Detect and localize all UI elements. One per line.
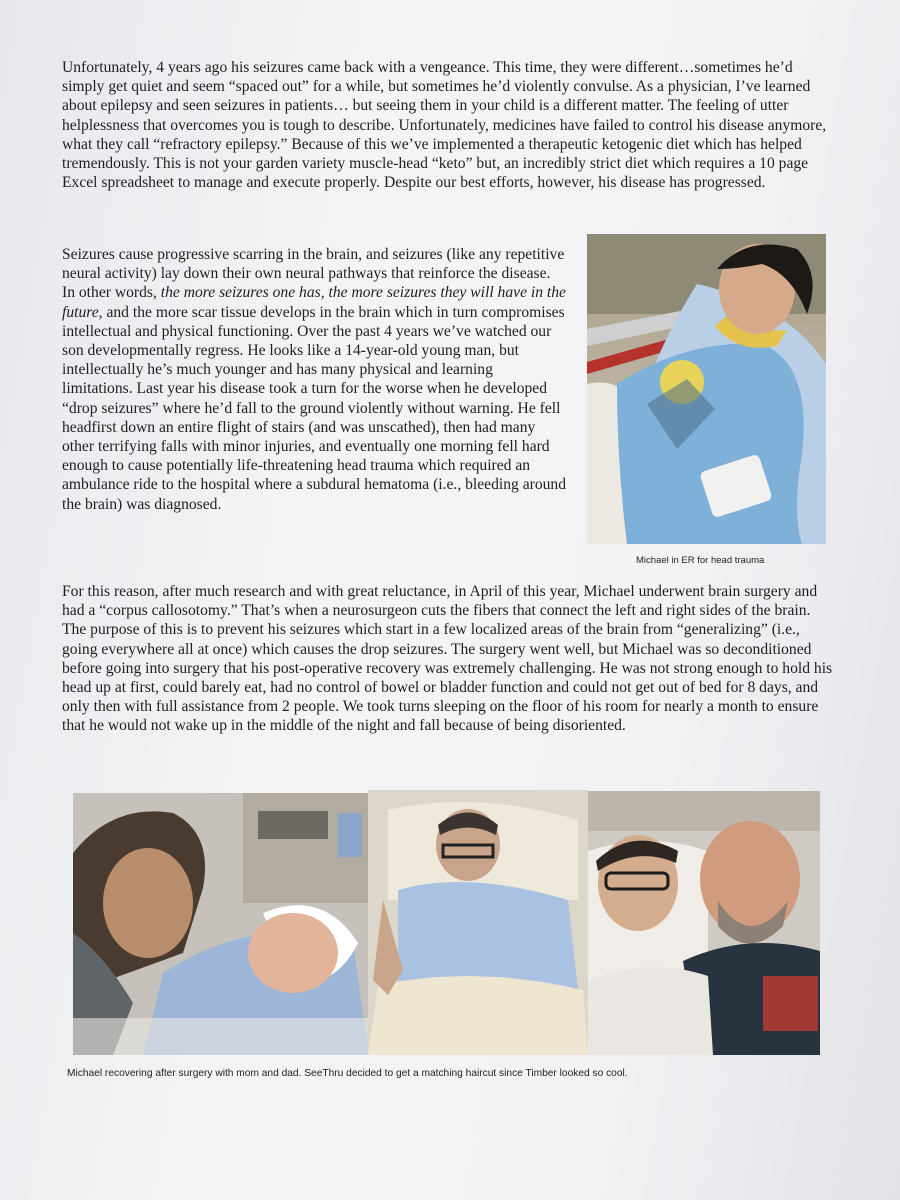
paragraph-text: , and the more scar tissue develops in the brain which in turn compromises intellectual and physical functioning. Over the past 4 years we’ve watched our son developmentally regress. He looks like a 14-year-old young man, but intellectually he’s much younger and has many physical and learning limitations. Last year his disease took a turn for the worse when he developed “drop seizures” where he’d fall to the ground violently without warning. He fell headfirst down an entire flight of stairs (and was unscathed), then had many other terrifying falls with minor injuries, and eventually one morning fell hard enough to cause potentially life-threatening head trauma which required an ambulance ride to the hospital where a subdural hematoma (i.e., bleeding around the brain) was diagnosed. — [62, 303, 567, 513]
paragraph-progressive-scarring — [62, 245, 567, 514]
recovery-photos-caption: Michael recovering after surgery with mom and dad. SeeThru decided to get a matching haircut since Timber looked so cool. — [67, 1068, 628, 1079]
recovery-photo-bed — [368, 790, 588, 1055]
er-photo-illustration — [587, 234, 826, 544]
recovery-photo-mom-illustration — [73, 793, 369, 1055]
paragraph-seizures-returned: Unfortunately, 4 years ago his seizures came back with a vengeance. This time, they were different…sometimes he’d simply get quiet and seem “spaced out” for a while, but sometimes he’d violently convulse. As a physician, I’ve learned about epilepsy and seen seizures in patients… but seeing them in your child is a different matter. The feeling of utter helplessness that overcomes you is tough to describe. Unfortunately, medicines have failed to control his disease anymore, what they call “refractory epilepsy.” Because of this we’ve implemented a therapeutic ketogenic diet which has helped tremendously. This is not your garden variety muscle-head “keto” but, an incredibly strict diet which requires a 10 page Excel spreadsheet to manage and execute properly. Despite our best efforts, however, his disease has progressed. — [62, 59, 827, 192]
emphasis-text: the more seizures one has, the more seizures they will have in the future — [62, 284, 566, 321]
recovery-photo-bed-illustration — [368, 790, 588, 1055]
recovery-photo-dad — [588, 791, 820, 1055]
paragraph-brain-surgery: For this reason, after much research and with great reluctance, in April of this year, Michael underwent brain surgery and had a “corpus callosotomy.” That’s when a neurosurgeon cuts the fibers that connect the left and right sides of the brain. The purpose of this is to prevent his seizures which start in a few localized areas of the brain from “generalizing” (i.e., going everywhere all at once) which causes the drop seizures. The surgery went well, but Michael was so deconditioned before going into surgery that his post-operative recovery was extremely challenging. He was not strong enough to hold his head up at first, could barely eat, had no control of bowel or bladder function and could not get out of bed for 8 days, and only then with full assistance from 2 people. We took turns sleeping on the floor of his room for nearly a month to ensure that he would not wake up in the middle of the night and fall because of being disoriented. — [62, 583, 833, 735]
recovery-photo-mom — [73, 793, 369, 1055]
recovery-photo-dad-illustration — [588, 791, 820, 1055]
paragraph-text: Seizures cause progressive scarring in the brain, and seizures (like any repetitive neural activity) lay down their own neural pathways that reinforce the disease. In other words, — [62, 246, 565, 302]
er-photo — [587, 234, 826, 544]
er-photo-caption: Michael in ER for head trauma — [636, 555, 765, 566]
